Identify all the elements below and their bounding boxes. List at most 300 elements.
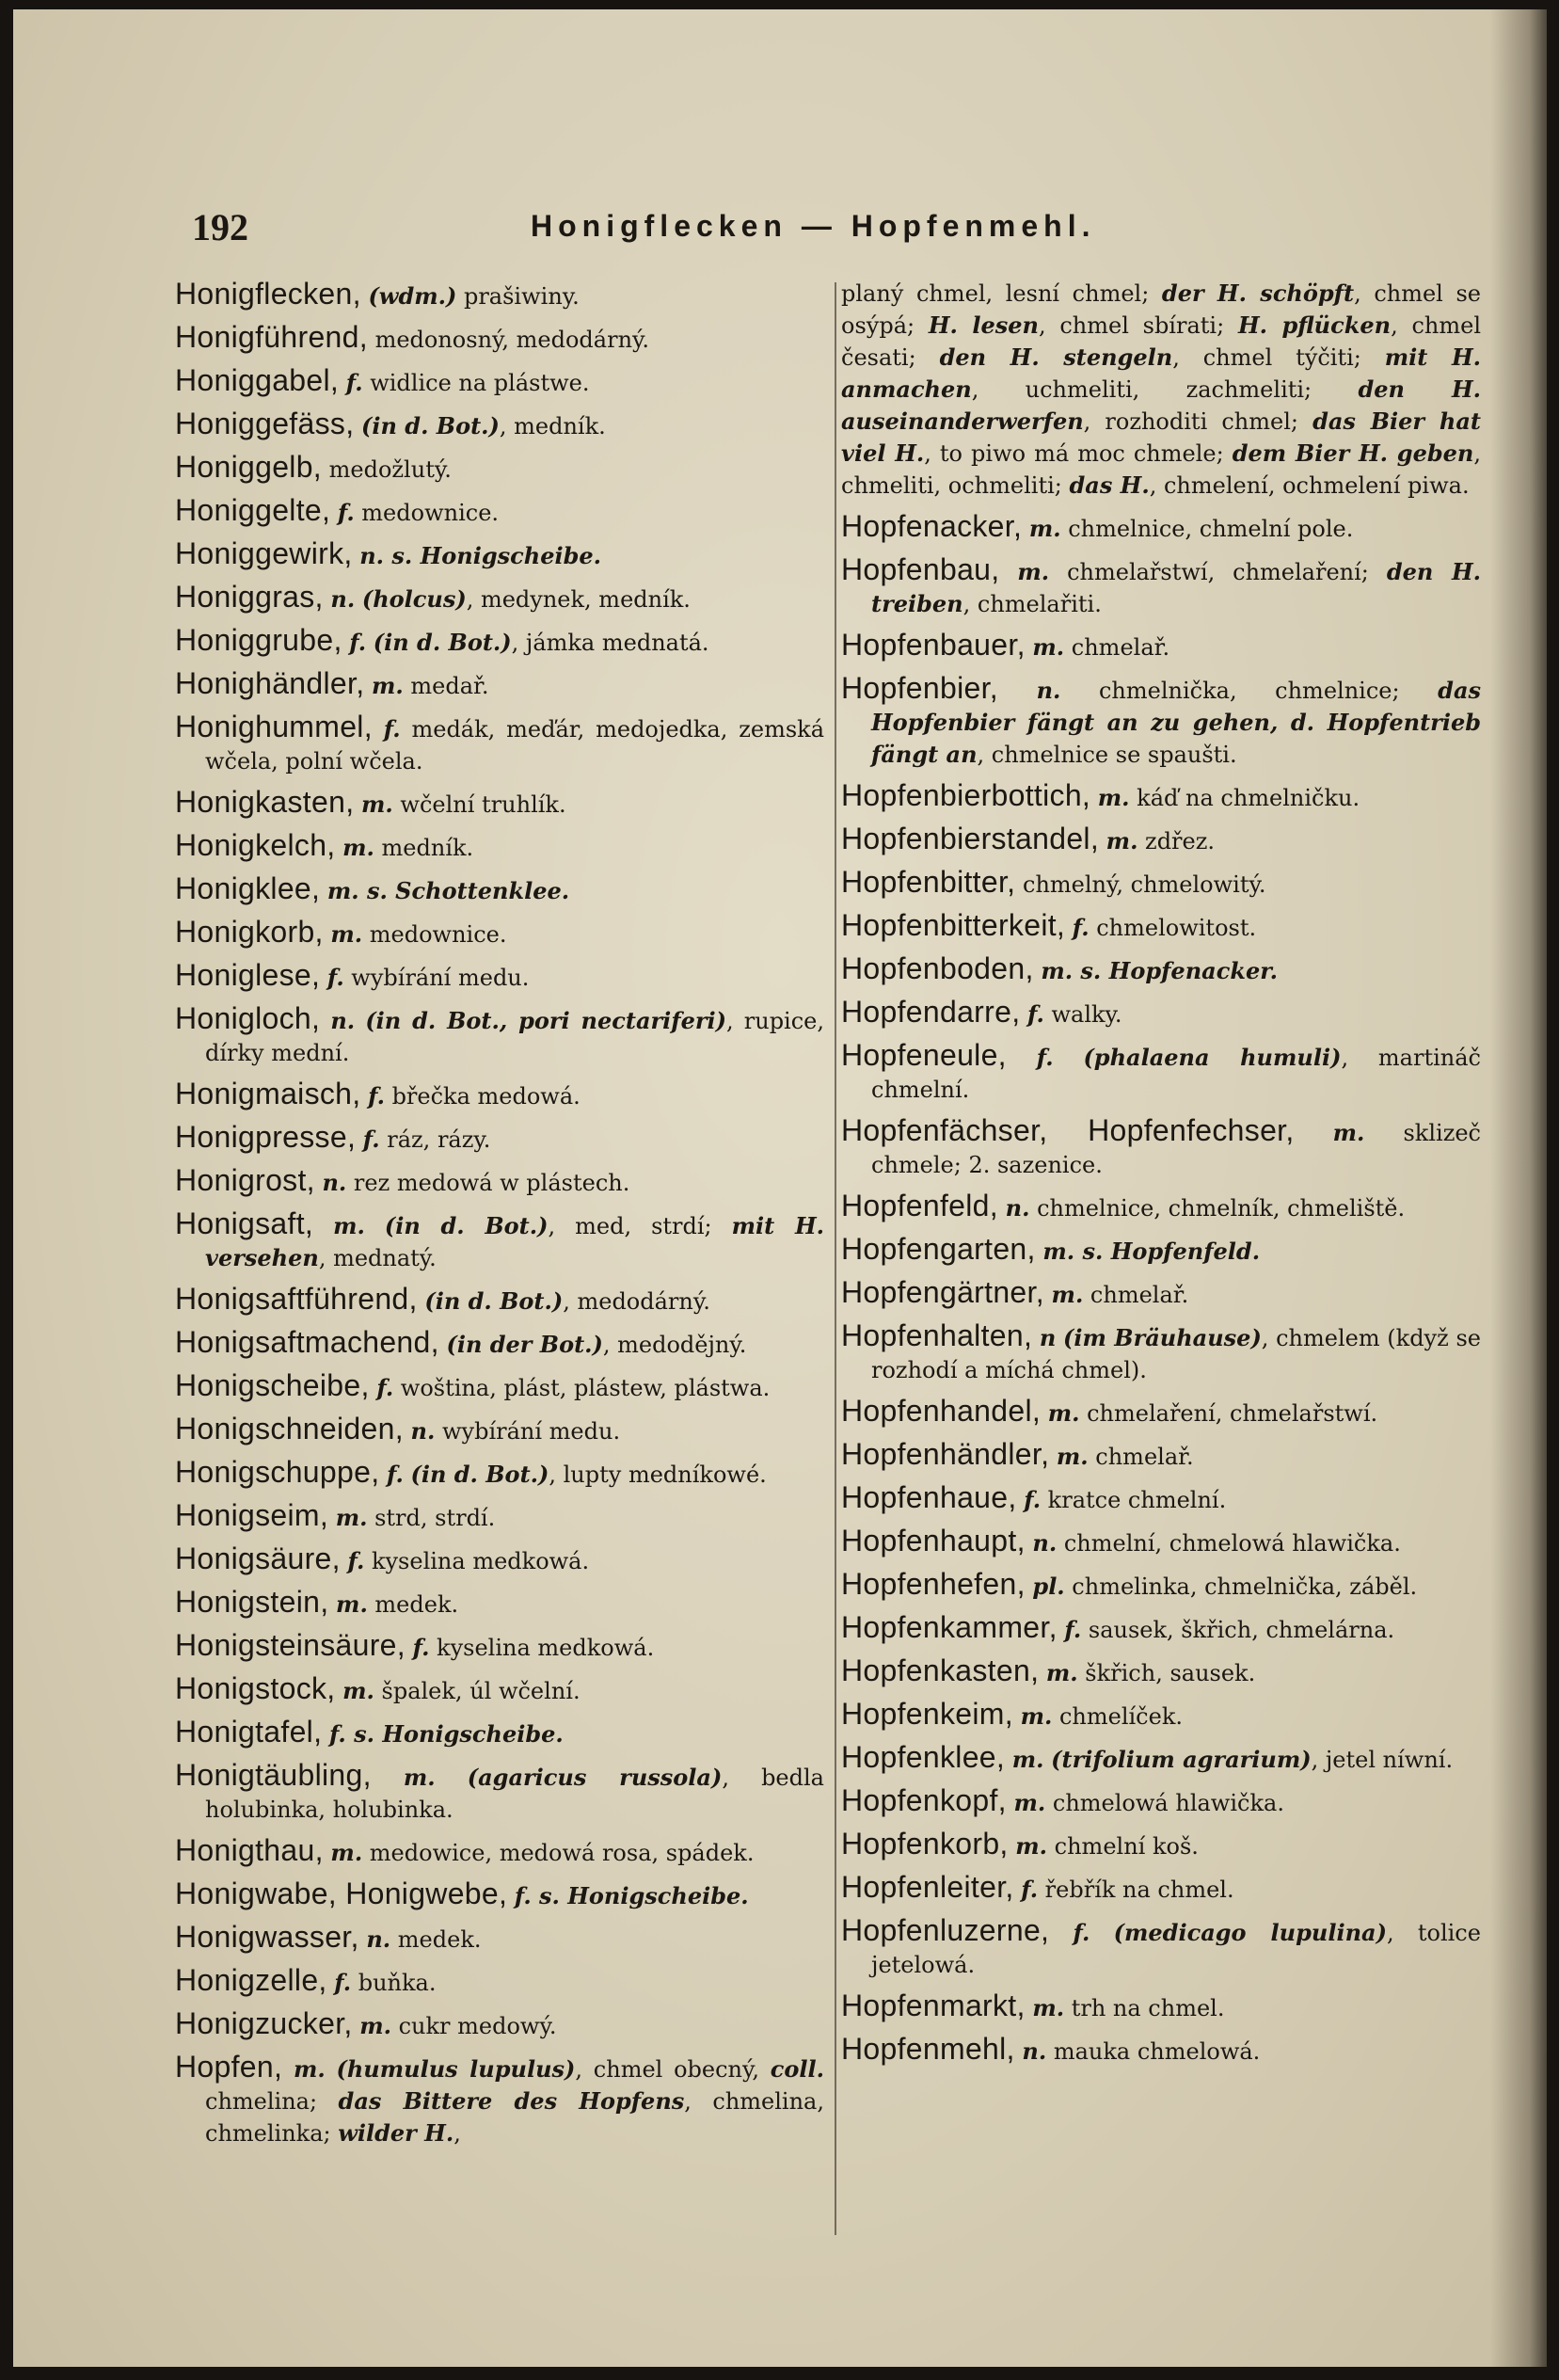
entry-headword: Honigthau, [175, 1833, 324, 1867]
entry-italic-text: n. [1036, 677, 1061, 704]
entry-text: walky. [1043, 1001, 1122, 1028]
entry-text: chmelařstwí, chmelaření; [1049, 559, 1387, 585]
entry-italic-text: wilder H. [338, 2119, 454, 2147]
entry-headword: Hopfeneule, [841, 1038, 1007, 1072]
dictionary-entry [175, 2007, 824, 2042]
entry-text: břečka medowá. [384, 1083, 581, 1110]
dictionary-entry [841, 866, 1481, 901]
entry-text: , tolice jetelowá. [871, 1920, 1481, 1978]
entry-italic-text: mit H. anmachen [841, 343, 1481, 403]
entry-headword: Honigschuppe, [175, 1455, 380, 1489]
entry-italic-text: f. [387, 1461, 404, 1488]
page-header [192, 205, 1161, 262]
entry-italic-text: n. [1022, 2037, 1047, 2065]
entry-headword: Hopfenkeim, [841, 1697, 1013, 1731]
entry-headword: Honigwasser, [175, 1920, 359, 1954]
entry-italic-text: (trifolium agrarium) [1051, 1746, 1312, 1773]
running-head: Honigflecken — Hopfenmehl. [531, 209, 1096, 243]
dictionary-entry [175, 1121, 824, 1156]
entry-text [404, 1462, 411, 1488]
dictionary-entry [175, 959, 824, 994]
dictionary-entry [841, 1698, 1481, 1733]
entry-text: widlice na plástwe. [362, 370, 590, 396]
entry-text: medek. [367, 1591, 459, 1618]
entry-italic-text: (holcus) [361, 585, 467, 613]
dictionary-entry [175, 364, 824, 399]
dictionary-entry [841, 1114, 1481, 1181]
dictionary-entry [841, 1190, 1481, 1224]
entry-headword: Hopfen, [175, 2050, 283, 2084]
entry-italic-text: (in d. Bot.) [424, 1287, 564, 1315]
entry-text: , rozhoditi chmel; [1083, 408, 1313, 435]
entry-italic-text: m. [335, 1504, 368, 1531]
entry-headword: Honiggewirk, [175, 536, 353, 570]
entry-text: , lupty medníkowé. [549, 1462, 767, 1488]
entry-italic-text: (medicago lupulina) [1113, 1919, 1387, 1946]
entry-text: , jetel níwní. [1311, 1747, 1454, 1773]
entry-text [1043, 1747, 1051, 1773]
entry-italic-text: m. [361, 791, 393, 818]
entry-headword: Honiggelb, [175, 450, 322, 484]
entry-italic-text: f. [347, 1547, 365, 1574]
entry-text: wčelní truhlík. [392, 791, 566, 818]
entry-italic-text: dem Bier H. geben [1232, 439, 1474, 467]
entry-italic-text: das H. [1069, 471, 1150, 499]
dictionary-entry [175, 1586, 824, 1621]
book-gutter-shadow [1490, 9, 1547, 2367]
entry-italic-text: m. [1017, 558, 1050, 585]
entry-text: chmelní, chmelowá hlawička. [1057, 1530, 1401, 1557]
entry-text: kyselina medkowá. [364, 1548, 590, 1574]
dictionary-entry [175, 711, 824, 777]
entry-headword: Honiggrube, [175, 623, 342, 657]
entry-text: cukr medowý. [390, 2013, 557, 2039]
dictionary-entry [841, 672, 1481, 771]
entry-italic-text: m. [342, 834, 374, 861]
left-column [175, 278, 824, 2158]
entry-headword: Honigkasten, [175, 785, 355, 819]
entry-text: kyselina medkowá. [429, 1635, 655, 1661]
entry-italic-text: f. [1024, 1486, 1042, 1513]
entry-text: , chmelení, ochmelení piwa. [1149, 472, 1470, 499]
entry-italic-text: (in der Bot.) [446, 1331, 603, 1358]
dictionary-entry [175, 1759, 824, 1826]
entry-text: chmelina; [205, 2088, 339, 2115]
entry-italic-text: n. [330, 1007, 356, 1034]
entry-text: medožlutý. [328, 456, 452, 483]
entry-headword: Hopfenhändler, [841, 1437, 1050, 1471]
entry-text: wybírání medu. [435, 1418, 621, 1445]
entry-text: chmelnice, chmelník, chmeliště. [1029, 1195, 1406, 1222]
dictionary-entry [841, 1611, 1481, 1646]
entry-text: , [453, 2120, 461, 2147]
entry-italic-text: n. [366, 1925, 391, 1953]
entry-italic-text: m. [1332, 1119, 1365, 1146]
entry-italic-text: (in d. Bot.) [373, 629, 512, 656]
entry-text: chmelnice, chmelní pole. [1060, 516, 1354, 542]
entry-text: planý chmel, lesní chmel; [841, 280, 1162, 307]
entry-headword: Honigsaftmachend, [175, 1325, 439, 1359]
entry-italic-text: m. [1106, 827, 1138, 855]
dictionary-entry [175, 1716, 824, 1750]
entry-italic-text: f. [412, 1634, 430, 1661]
dictionary-entry [841, 1741, 1481, 1776]
entry-italic-text: (phalaena humuli) [1083, 1044, 1342, 1071]
dictionary-entry [841, 1438, 1481, 1473]
entry-italic-text: m. [1032, 633, 1065, 661]
dictionary-entry [841, 1276, 1481, 1311]
entry-headword: Hopfenkasten, [841, 1653, 1040, 1687]
entry-headword: Honigsaftführend, [175, 1282, 418, 1316]
entry-italic-text: das Bittere des Hopfens [338, 2087, 685, 2115]
entry-text: medek. [390, 1926, 482, 1953]
dictionary-entry [175, 1164, 824, 1199]
entry-text: , chmeliti, ochmeliti; [841, 440, 1481, 499]
entry-italic-text: f. [1072, 914, 1090, 941]
entry-text: chmelař. [1088, 1444, 1194, 1470]
dictionary-entry [175, 1369, 824, 1404]
entry-headword: Honiglese, [175, 958, 321, 992]
entry-headword: Hopfenklee, [841, 1740, 1006, 1774]
entry-italic-text: den H. stengeln [939, 343, 1173, 371]
entry-italic-text: das Bier hat viel H. [841, 407, 1481, 467]
entry-italic-text: m. [342, 1677, 374, 1704]
entry-text: , medodějný. [602, 1332, 747, 1358]
entry-italic-text: m. [1047, 1399, 1080, 1427]
entry-headword: Hopfenbier, [841, 671, 998, 705]
dictionary-entry [841, 510, 1481, 545]
entry-text: medownice. [354, 500, 500, 526]
dictionary-entry [175, 872, 824, 907]
entry-text: rez medowá w plástech. [346, 1170, 630, 1196]
entry-italic-text: f. [383, 715, 401, 743]
dictionary-entry [175, 537, 824, 572]
dictionary-entry [841, 1828, 1481, 1862]
entry-italic-text: m. [372, 672, 404, 699]
entry-text: , medynek, medník. [466, 586, 691, 613]
entry-text: prašiwiny. [456, 283, 580, 310]
entry-headword: Hopfenfeld, [841, 1189, 998, 1222]
dictionary-entry [175, 407, 824, 442]
entry-text: kratce chmelní. [1041, 1487, 1227, 1513]
entry-headword: Honigzucker, [175, 2006, 353, 2040]
entry-text: medař. [403, 673, 489, 699]
entry-italic-text: m. [330, 1839, 363, 1866]
entry-italic-text: f. [376, 1374, 394, 1401]
entry-headword: Hopfenhaue, [841, 1480, 1017, 1514]
entry-italic-text: m. [1013, 1789, 1046, 1816]
entry-italic-text: m. [1020, 1702, 1053, 1730]
entry-headword: Hopfenhalten, [841, 1318, 1033, 1352]
entry-italic-text: pl. [1032, 1573, 1065, 1600]
entry-headword: Hopfengärtner, [841, 1275, 1044, 1309]
entry-italic-text: (im Bräuhause) [1063, 1324, 1262, 1351]
entry-italic-text: f. [334, 1969, 352, 1996]
dictionary-entry [841, 1568, 1481, 1603]
entry-text [1054, 1045, 1084, 1071]
entry-headword: Hopfenboden, [841, 951, 1034, 985]
entry-headword: Hopfenkopf, [841, 1783, 1007, 1817]
entry-italic-text: (in d. Bot.) [384, 1212, 549, 1239]
entry-text: ráz, rázy. [379, 1126, 491, 1153]
entry-text: strd, strdí. [367, 1505, 496, 1531]
entry-headword: Hopfenkorb, [841, 1827, 1009, 1861]
dictionary-entry [175, 1672, 824, 1707]
entry-headword: Honigsäure, [175, 1541, 341, 1575]
entry-text: , chmel sbírati; [1038, 312, 1238, 339]
entry-text: , chmelnice se spaušti. [977, 742, 1237, 768]
dictionary-entry [841, 1914, 1481, 1981]
dictionary-entry [841, 1319, 1481, 1386]
entry-text: , uchmeliti, zachmeliti; [971, 376, 1359, 403]
entry-italic-text: f. [1021, 1876, 1039, 1903]
dictionary-entry [175, 1326, 824, 1361]
entry-text: chmelíček. [1052, 1703, 1183, 1730]
entry-text: , medník. [499, 413, 606, 439]
entry-italic-text: f. [337, 499, 355, 526]
entry-italic-text: n. [322, 1169, 347, 1196]
entry-text: medonosný, medodárný. [374, 327, 650, 353]
dictionary-entry [175, 494, 824, 529]
dictionary-entry [175, 1921, 824, 1956]
dictionary-entry [841, 629, 1481, 663]
entry-headword: Honigrost, [175, 1163, 315, 1197]
entry-headword: Hopfenbierstandel, [841, 822, 1100, 855]
entry-italic-text: n. [1032, 1529, 1058, 1557]
entry-italic-text: f. [1036, 1044, 1054, 1071]
entry-italic-text: (in d. Bot., pori nectariferi) [365, 1007, 726, 1034]
dictionary-entry [841, 1481, 1481, 1516]
entry-italic-text: f. [1064, 1616, 1082, 1643]
entry-headword: Honigwabe, Honigwebe, [175, 1877, 508, 1910]
entry-italic-text: (agaricus russola) [467, 1764, 723, 1791]
dictionary-entry [841, 909, 1481, 944]
entry-italic-text: m. [333, 1212, 365, 1239]
entry-text: , chmel se osýpá; [841, 280, 1481, 339]
dictionary-entry [841, 1784, 1481, 1819]
entry-text: káď na chmelničku. [1129, 785, 1360, 811]
entry-headword: Honigschneiden, [175, 1412, 404, 1446]
dictionary-entry [175, 581, 824, 615]
entry-headword: Honigstock, [175, 1671, 336, 1705]
entry-text: chmelař. [1064, 634, 1170, 661]
entry-italic-text: den H. auseinanderwerfen [841, 375, 1482, 435]
page-number: 192 [192, 206, 248, 248]
entry-italic-text: f. [345, 369, 363, 396]
entry-text [436, 1765, 468, 1791]
entry-text: , martináč chmelní. [871, 1045, 1481, 1103]
dictionary-entry [175, 1877, 824, 1912]
entry-italic-text: f. [1027, 1000, 1044, 1028]
entry-text: , mednatý. [318, 1245, 437, 1271]
dictionary-entry [841, 1654, 1481, 1689]
entry-italic-text: m. [1097, 784, 1130, 811]
entry-text: , jámka mednatá. [511, 630, 709, 656]
entry-italic-text: m. s. Hopfenfeld. [1042, 1238, 1261, 1265]
dictionary-page [13, 9, 1547, 2367]
entry-italic-text: H. lesen [928, 311, 1039, 339]
dictionary-entry [841, 1525, 1481, 1559]
dictionary-entry [841, 1395, 1481, 1430]
dictionary-entry [175, 1964, 824, 1999]
entry-text [355, 1008, 365, 1034]
entry-italic-text: m. [403, 1764, 436, 1791]
entry-headword: Hopfenbierbottich, [841, 778, 1091, 812]
dictionary-entry [175, 321, 824, 356]
entry-italic-text: den H. treiben [871, 558, 1481, 617]
entry-italic-text: f. [368, 1082, 385, 1110]
dictionary-entry [175, 916, 824, 950]
entry-italic-text: (in d. Bot.) [361, 412, 500, 439]
entry-headword: Hopfenleiter, [841, 1870, 1014, 1904]
entry-italic-text: m. [1011, 1746, 1044, 1773]
dictionary-entry [841, 2033, 1481, 2068]
entry-italic-text: f. s. Honigscheibe. [514, 1882, 749, 1909]
entry-headword: Honiggabel, [175, 363, 340, 397]
entry-text: chmelař. [1083, 1282, 1189, 1308]
entry-text: chmelný, chmelowitý. [1023, 871, 1266, 898]
entry-headword: Hopfenhandel, [841, 1394, 1042, 1428]
entry-italic-text: m. s. Hopfenacker. [1041, 957, 1279, 984]
entry-headword: Hopfenbauer, [841, 628, 1026, 662]
entry-headword: Honigkorb, [175, 915, 324, 949]
dictionary-entry [175, 278, 824, 312]
entry-headword: Hopfenhefen, [841, 1567, 1026, 1601]
entry-text: , chmelařiti. [962, 591, 1102, 617]
dictionary-entry [841, 1233, 1481, 1268]
entry-headword: Hopfengarten, [841, 1232, 1036, 1266]
dictionary-entry [175, 1542, 824, 1577]
dictionary-entry [841, 1039, 1481, 1106]
entry-text: , bedla holubinka, holubinka. [205, 1765, 824, 1823]
entry-headword: Honigtafel, [175, 1715, 323, 1749]
entry-text: medník. [374, 835, 474, 861]
entry-headword: Honigsaft, [175, 1206, 314, 1240]
entry-italic-text: m. [359, 2012, 391, 2039]
entry-italic-text: H. pflücken [1237, 311, 1392, 339]
entry-text [1056, 1325, 1063, 1351]
entry-text [355, 586, 362, 613]
entry-text: špalek, úl wčelní. [374, 1678, 581, 1704]
entry-headword: Honigflecken, [175, 277, 361, 311]
dictionary-entry [175, 1413, 824, 1447]
entry-italic-text: m. s. Schottenklee. [326, 877, 570, 904]
dictionary-entry [175, 624, 824, 659]
entry-text [366, 630, 374, 656]
entry-italic-text: n. [1005, 1194, 1030, 1222]
entry-headword: Honiggras, [175, 580, 324, 614]
dictionary-entry [841, 553, 1481, 620]
entry-headword: Hopfenacker, [841, 509, 1023, 543]
entry-italic-text: der H. schöpft [1161, 280, 1355, 307]
entry-headword: Honigmaisch, [175, 1077, 361, 1110]
entry-italic-text: n. [410, 1417, 436, 1445]
entry-italic-text: (humulus lupulus) [336, 2055, 576, 2083]
entry-headword: Hopfenfächser, Hopfenfechser, [841, 1113, 1295, 1147]
dictionary-entry [175, 1629, 824, 1664]
entry-headword: Honigzelle, [175, 1963, 327, 1997]
column-divider [835, 282, 836, 2235]
entry-headword: Honigklee, [175, 871, 321, 905]
entry-italic-text: m. [330, 920, 363, 948]
entry-text: , chmel týčiti; [1172, 344, 1385, 371]
entry-text: chmelowitost. [1089, 915, 1257, 941]
entry-text: , rupice, dírky mední. [205, 1008, 825, 1066]
entry-headword: Hopfenluzerne, [841, 1913, 1050, 1947]
entry-text: chmelowá hlawička. [1045, 1790, 1284, 1816]
dictionary-entry [175, 1499, 824, 1534]
entry-text: , chmel česati; [841, 312, 1482, 371]
entry-headword: Hopfendarre, [841, 995, 1021, 1029]
entry-text: škřich, sausek. [1077, 1660, 1256, 1686]
entry-italic-text: f. [1073, 1919, 1090, 1946]
entry-italic-text: coll. [770, 2055, 825, 2083]
entry-headword: Honiggefäss, [175, 407, 355, 440]
entry-text: sklizeč chmele; 2. sazenice. [871, 1120, 1481, 1178]
entry-text: chmelní koš. [1047, 1833, 1199, 1860]
entry-headword: Honigführend, [175, 320, 368, 354]
entry-italic-text: f. [362, 1126, 380, 1153]
entry-text: trh na chmel. [1064, 1995, 1225, 2021]
entry-text: řebřík na chmel. [1038, 1877, 1234, 1903]
dictionary-entry [175, 1283, 824, 1318]
dictionary-entry [175, 786, 824, 821]
entry-italic-text: das Hopfenbier fängt an zu gehen, d. Hopfentrieb fängt an [871, 677, 1481, 768]
dictionary-entry [175, 1456, 824, 1491]
entry-italic-text: m. [1045, 1659, 1078, 1686]
entry-headword: Honigscheibe, [175, 1368, 370, 1402]
entry-text: chmelinka, chmelnička, záběl. [1064, 1573, 1418, 1600]
entry-text: sausek, škřich, chmelárna. [1081, 1617, 1395, 1643]
entry-text: buňka. [351, 1970, 437, 1996]
entry-text [1090, 1920, 1113, 1946]
entry-italic-text: m. [1032, 1994, 1065, 2021]
entry-text: , med, strdí; [548, 1213, 732, 1239]
entry-text: , to piwo má moc chmele; [924, 440, 1233, 467]
dictionary-entry [841, 996, 1481, 1030]
entry-italic-text: m. [1028, 515, 1061, 542]
entry-text [365, 1213, 385, 1239]
entry-italic-text: m. [1056, 1443, 1089, 1470]
entry-headword: Honigseim, [175, 1498, 329, 1532]
right-column [841, 278, 1481, 2076]
entry-headword: Hopfenbitter, [841, 865, 1016, 899]
entry-text: , medodárný. [563, 1288, 710, 1315]
entry-headword: Honighändler, [175, 666, 365, 700]
entry-italic-text: n. [330, 585, 356, 613]
dictionary-entry [175, 1834, 824, 1869]
entry-text: chmelaření, chmelařstwí. [1079, 1400, 1378, 1427]
entry-headword: Hopfenbitterkeit, [841, 908, 1066, 942]
entry-text: , chmelina, chmelinka; [205, 2088, 824, 2147]
entry-headword: Hopfenhaupt, [841, 1524, 1026, 1557]
entry-headword: Honigsteinsäure, [175, 1628, 406, 1662]
entry-italic-text: (in d. Bot.) [410, 1461, 549, 1488]
dictionary-entry [175, 1207, 824, 1274]
entry-italic-text: m. [293, 2055, 326, 2083]
dictionary-entry [175, 1078, 824, 1112]
dictionary-entry [841, 779, 1481, 814]
dictionary-entry [175, 829, 824, 864]
entry-text: woština, plást, plástew, plástwa. [393, 1375, 771, 1401]
dictionary-entry [841, 1871, 1481, 1906]
entry-headword: Honighummel, [175, 710, 373, 743]
entry-text: chmelnička, chmelnice; [1060, 678, 1439, 704]
dictionary-entry [841, 952, 1481, 987]
entry-headword: Honigstein, [175, 1585, 329, 1619]
entry-headword: Honiggelte, [175, 493, 331, 527]
entry-italic-text: m. [336, 1590, 368, 1618]
